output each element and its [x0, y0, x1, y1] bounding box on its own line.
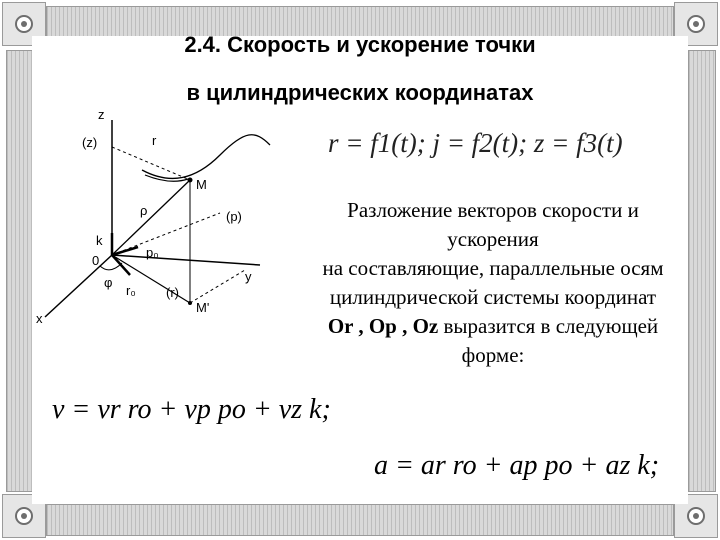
description-line4: цилиндрической системы координат	[329, 285, 657, 309]
label-p0: p₀	[146, 245, 159, 260]
bottom-frame-bar	[46, 504, 674, 536]
velocity-equation: v = vr ro + vp po + vz k;	[52, 394, 331, 425]
dashed-guide-z	[112, 147, 190, 180]
label-z: z	[98, 107, 105, 122]
slide-title-line2: в цилиндрических координатах	[186, 80, 534, 105]
y-axis	[112, 255, 260, 265]
label-phi: φ	[104, 275, 113, 290]
position-vector	[112, 180, 190, 255]
label-x: x	[36, 311, 43, 326]
trajectory-curve	[142, 135, 270, 179]
description-text	[296, 196, 690, 370]
label-z-paren: (z)	[82, 135, 98, 150]
label-y: y	[245, 269, 252, 284]
coordinate-formula	[328, 128, 623, 159]
label-r: r	[152, 133, 157, 148]
dashed-guide-upper	[112, 213, 220, 255]
point-M-prime	[188, 301, 192, 305]
axes-names: Or , Op , Oz	[327, 314, 439, 338]
point-M	[188, 178, 193, 183]
label-M-prime: M'	[196, 300, 210, 315]
label-rho: ρ	[140, 203, 148, 218]
dashed-guide-lower	[190, 270, 245, 303]
label-k: k	[96, 233, 103, 248]
label-M: M	[196, 177, 207, 192]
right-frame-bar	[688, 50, 716, 492]
description-line1: Разложение векторов скорости и	[347, 198, 639, 222]
x-axis	[45, 255, 112, 317]
label-origin: 0	[92, 253, 100, 268]
acceleration-equation: a = ar ro + ap po + az k;	[374, 450, 660, 481]
description-line2: ускорения	[447, 227, 539, 251]
label-r0: r₀	[126, 283, 136, 298]
description-line6: форме:	[461, 343, 525, 367]
cylindrical-coordinates-diagram	[30, 105, 280, 330]
description-line3: на составляющие, параллельные осям	[322, 256, 664, 280]
coordinate-formula-text: r = f1(t); j = f2(t); z = f3(t)	[328, 128, 623, 158]
description-line5	[296, 312, 690, 341]
label-r-paren: (r)	[166, 285, 179, 300]
description-line5-rest: выразится в следующей	[438, 314, 659, 338]
slide-title-line1: 2.4. Скорость и ускорение точки	[184, 32, 536, 57]
label-p-paren: (p)	[226, 209, 242, 224]
